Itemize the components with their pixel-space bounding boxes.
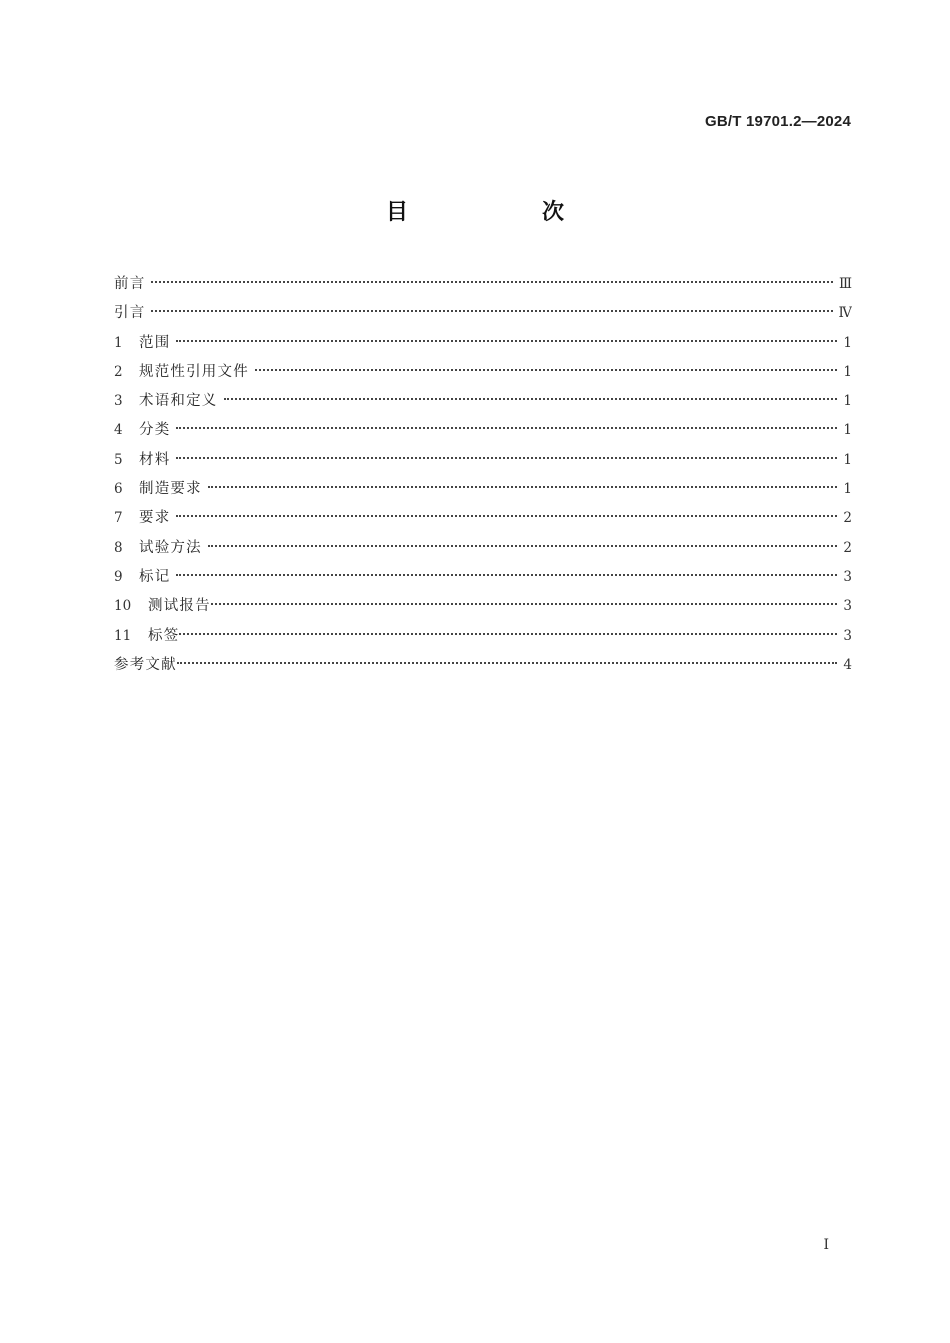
toc-leader-dots — [176, 427, 837, 429]
toc-entry-9[interactable] — [114, 563, 852, 592]
toc-entry-page: 1 — [843, 451, 852, 468]
toc-entry-number: 4 — [114, 422, 123, 439]
toc-entry-page: 2 — [843, 510, 852, 527]
toc-leader-dots — [176, 340, 837, 342]
toc-entry-number: 11 — [114, 627, 132, 644]
toc-entry-number: 9 — [114, 568, 123, 585]
table-of-contents — [114, 270, 852, 680]
toc-entry-6[interactable] — [114, 475, 852, 504]
toc-title: 目 次 — [385, 200, 620, 225]
page-number: I — [823, 1237, 829, 1253]
toc-entry-foreword[interactable] — [114, 270, 852, 299]
toc-entry-label: 材料 — [139, 451, 171, 468]
toc-leader-dots — [177, 662, 838, 664]
toc-entry-label: 术语和定义 — [139, 393, 218, 410]
toc-leader-dots — [176, 457, 837, 459]
toc-entry-11[interactable] — [114, 622, 852, 651]
standard-code: GB/T 19701.2—2024 — [705, 113, 851, 130]
toc-entry-label: 范围 — [139, 334, 171, 351]
toc-entry-page: 3 — [843, 627, 852, 644]
toc-entry-label: 规范性引用文件 — [139, 363, 249, 380]
toc-entry-label: 参考文献 — [114, 656, 177, 673]
toc-entry-introduction[interactable] — [114, 299, 852, 328]
toc-entry-label: 标记 — [139, 568, 171, 585]
toc-entry-page: 3 — [843, 568, 852, 585]
toc-leader-dots — [179, 633, 837, 635]
toc-entry-page: 1 — [843, 363, 852, 380]
toc-entry-number: 5 — [114, 451, 123, 468]
toc-entry-page: 1 — [843, 422, 852, 439]
toc-entry-number: 3 — [114, 393, 123, 410]
toc-leader-dots — [176, 515, 837, 517]
toc-entry-number: 2 — [114, 363, 123, 380]
toc-entry-8[interactable] — [114, 534, 852, 563]
toc-entry-page: Ⅲ — [838, 276, 852, 292]
toc-entry-4[interactable] — [114, 416, 852, 445]
toc-leader-dots — [255, 369, 838, 371]
toc-entry-5[interactable] — [114, 446, 852, 475]
toc-entry-page: 1 — [843, 393, 852, 410]
toc-entry-number: 7 — [114, 510, 123, 527]
toc-entry-label: 引言 — [114, 305, 146, 322]
toc-entry-7[interactable] — [114, 504, 852, 533]
toc-leader-dots — [208, 545, 838, 547]
toc-entry-number: 1 — [114, 334, 123, 351]
toc-leader-dots — [176, 574, 837, 576]
toc-entry-page: 1 — [843, 334, 852, 351]
toc-entry-3[interactable] — [114, 387, 852, 416]
toc-entry-10[interactable] — [114, 592, 852, 621]
toc-entry-label: 要求 — [139, 510, 171, 527]
toc-entry-label: 前言 — [114, 276, 146, 292]
toc-leader-dots — [151, 281, 833, 283]
toc-entry-number: 6 — [114, 481, 123, 498]
toc-entry-1[interactable] — [114, 329, 852, 358]
toc-entry-bibliography[interactable] — [114, 651, 852, 680]
toc-entry-page: 2 — [843, 539, 852, 556]
toc-entry-page: 1 — [843, 481, 852, 498]
toc-entry-label: 制造要求 — [139, 481, 202, 498]
toc-entry-label: 标签 — [148, 627, 180, 644]
toc-entry-2[interactable] — [114, 358, 852, 387]
toc-entry-label: 测试报告 — [148, 598, 211, 615]
toc-entry-page: 3 — [843, 598, 852, 615]
toc-entry-label: 试验方法 — [139, 539, 202, 556]
toc-leader-dots — [211, 603, 838, 605]
toc-entry-number: 10 — [114, 598, 132, 615]
toc-leader-dots — [224, 398, 838, 400]
toc-leader-dots — [151, 310, 832, 312]
toc-leader-dots — [208, 486, 838, 488]
toc-entry-label: 分类 — [139, 422, 171, 439]
toc-entry-number: 8 — [114, 539, 123, 556]
toc-entry-page: 4 — [843, 656, 852, 673]
toc-entry-page: Ⅳ — [838, 305, 852, 322]
